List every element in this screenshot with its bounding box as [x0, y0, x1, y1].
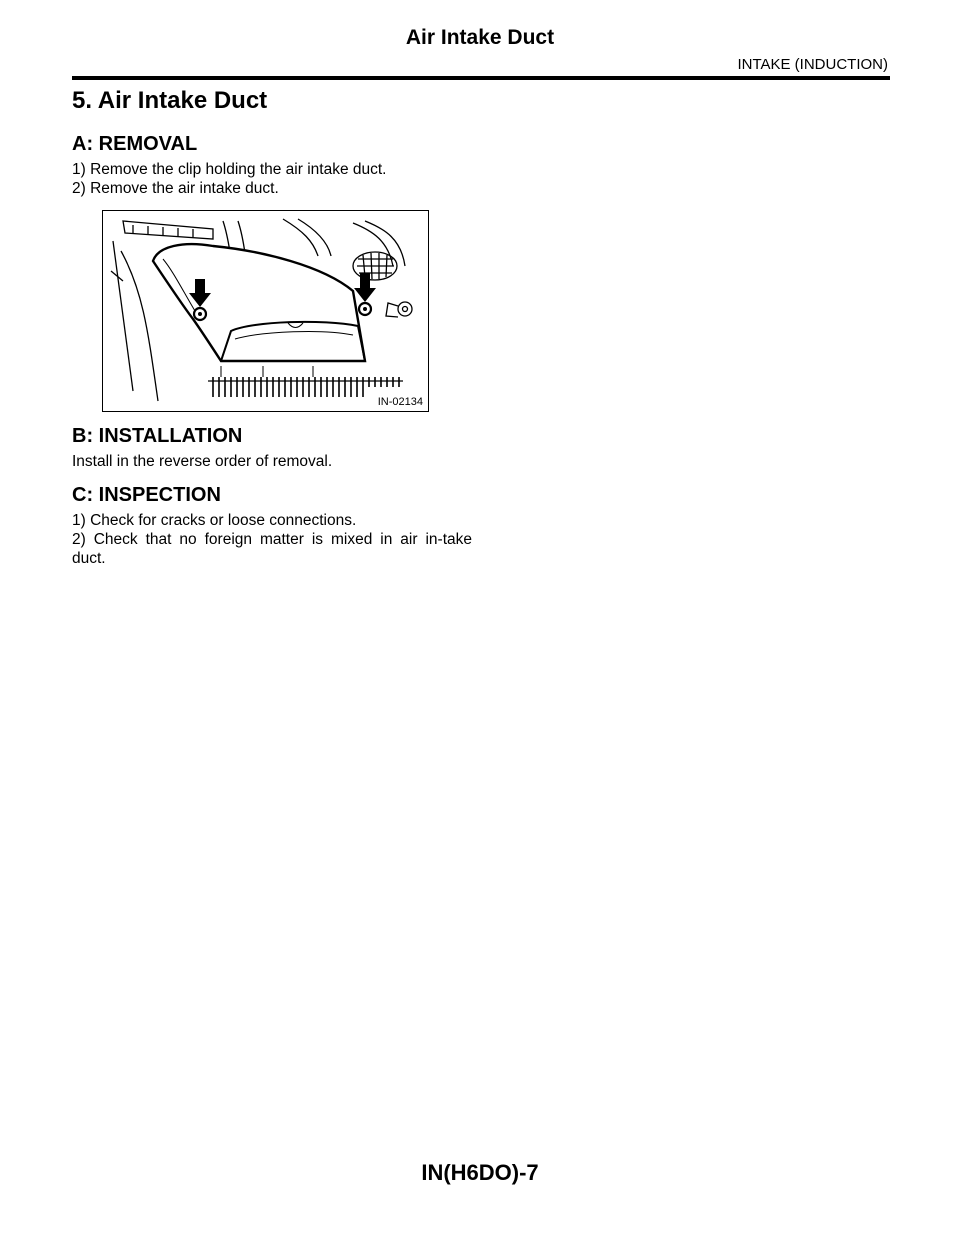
page-code: IN(H6DO)-7 — [421, 1160, 539, 1185]
air-intake-duct-figure — [102, 210, 429, 412]
section-label: INTAKE (INDUCTION) — [737, 56, 888, 73]
duct-line-drawing — [103, 211, 428, 411]
main-heading: 5. Air Intake Duct — [72, 87, 268, 114]
header-rule — [72, 76, 890, 80]
installation-heading: B: INSTALLATION — [72, 425, 243, 447]
removal-step-1: 1) Remove the clip holding the air intake duct. — [72, 161, 387, 178]
inspection-heading: C: INSPECTION — [72, 484, 221, 506]
figure-id: IN-02134 — [377, 396, 423, 408]
page-title: Air Intake Duct — [405, 26, 555, 49]
document-body — [72, 86, 472, 568]
inspection-step-2: 2) Check that no foreign matter is mixed in air in-take duct. — [72, 531, 472, 567]
inspection-step-1: 1) Check for cracks or loose connections. — [72, 512, 357, 529]
removal-heading: A: REMOVAL — [72, 133, 198, 155]
installation-text: Install in the reverse order of removal. — [72, 453, 333, 470]
removal-step-2: 2) Remove the air intake duct. — [72, 180, 279, 197]
